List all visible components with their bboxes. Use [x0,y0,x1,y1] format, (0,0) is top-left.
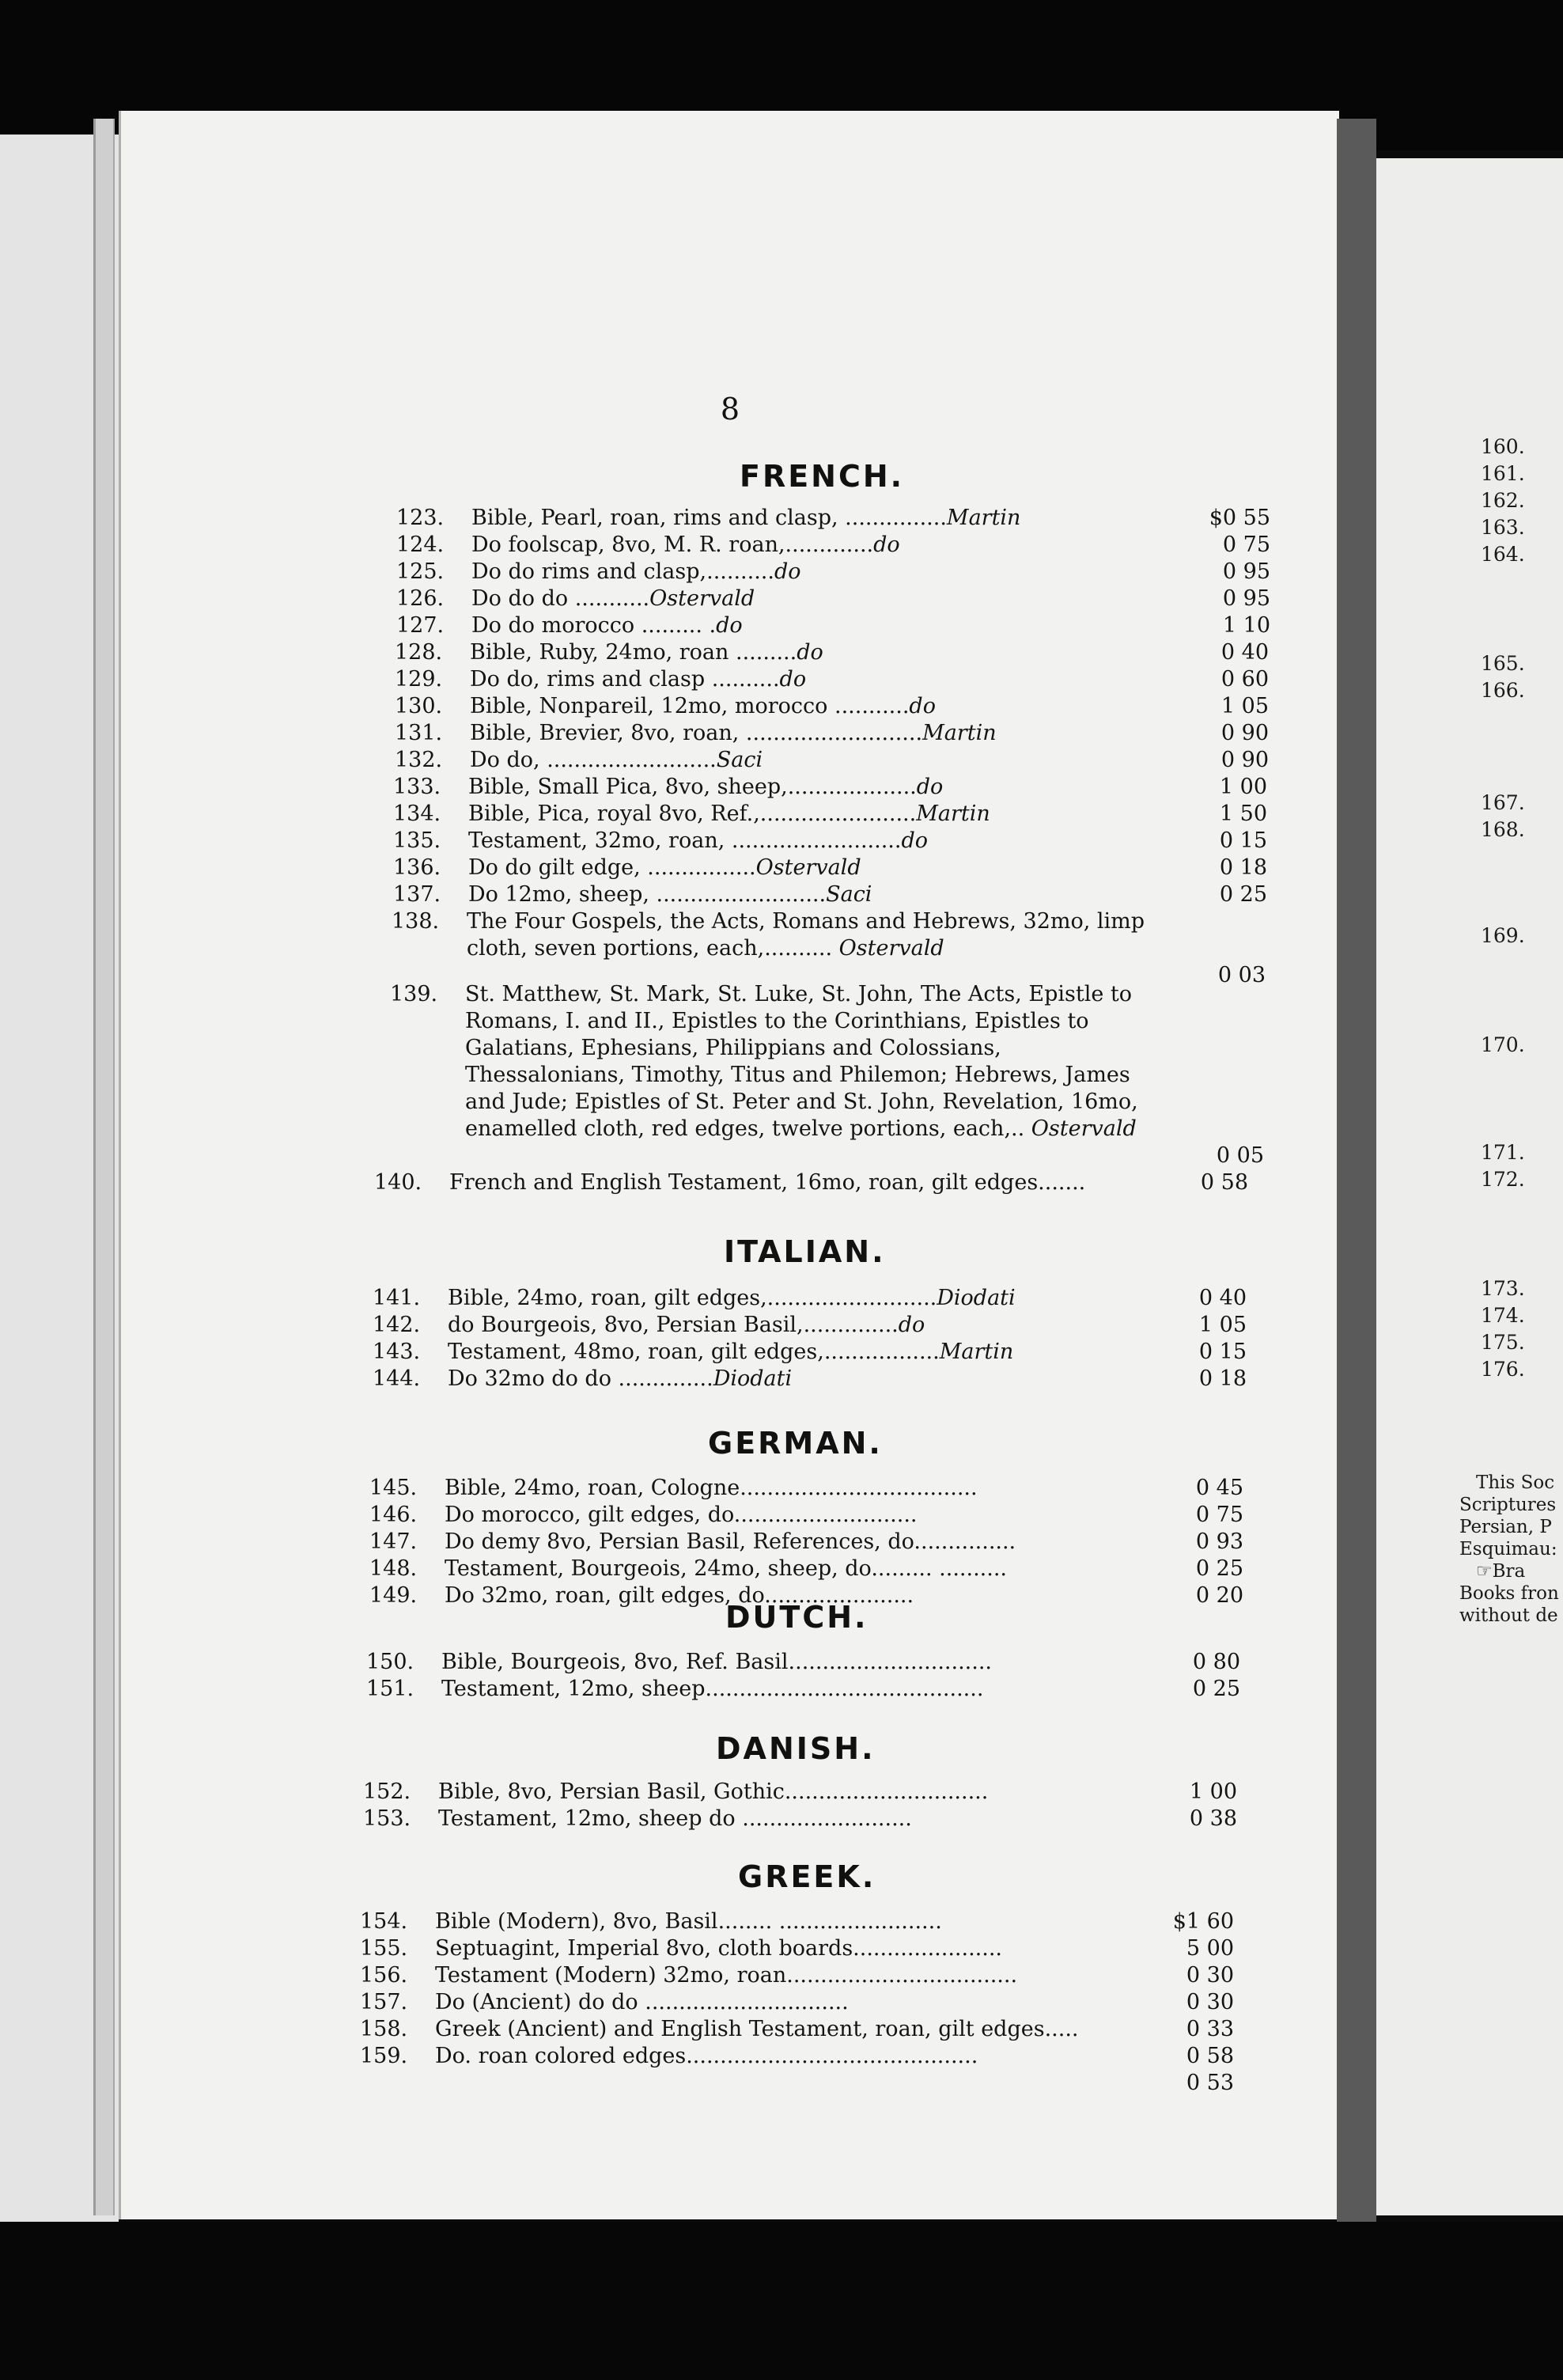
section-heading-italian: ITALIAN. [724,1234,886,1269]
facing-entry-number: 174. [1481,1304,1525,1327]
facing-entry-number: 170. [1481,1033,1525,1056]
page-content: 8 FRENCH. 123. Bible, Pearl, roan, rims and clasp, ...............Martin $0 55 124. Do foolscap, 8vo, M. R. roan,.............do 0 75 125. Do do rims and clasp,..........do 0 95 126. Do do do ...........Ostervald 0 95 127. Do do morocco ......... .do 1 10 128. Bible, Ruby, 24mo, roan .........do 0 40 129. Do do, rims and clasp ..........do 0 60 130. Bible, Nonpareil, 12mo, morocco ...........do 1 05 131. Bible, Brevier, 8vo, roan, ..........................Martin 0 90 132. Do do, .........................Saci 0 90 133. Bible, Small Pica, 8vo, sheep,...................do 1 00 134. Bible, Pica, royal 8vo, Ref.,.......................Martin 1 50 135. Testament, 32mo, roan, .........................do 0 15 136. Do do gilt edge, ................Ostervald 0 18 137. Do 12mo, sheep, .........................Saci 0 25 138. The Four Gospels, the Acts, Romans and Hebrews, 32mo, limp cloth, seven portions, each,.......... Ostervald 0 03 139. St. Matthew, St. Mark, St. Luke, St. John, The Acts, Epistle to Romans, I. and II., Epistles to the Corinthians, Epistles to Galatians, Ephesians, Philippians and Colossians, Thessalonians, Timothy, Titus and Philemon; Hebrews, James and Jude; Epistles of St. Peter and St. John, Revelation, 16mo, enamelled cloth, red edges, twelve portions, each,.. Ostervald 0 05 140. French and English Testament, 16mo, roan, gilt edges....... 0 58 ITALIAN. 141. Bible, 24mo, roan, gilt edges,.........................Diodati 0 40 142. do Bourgeois, 8vo, Persian Basil,..............do 1 05 143. Testament, 48mo, roan, gilt edges,.................Martin 0 15 144. Do 32mo do do ..............Diodati 0 18 GERMAN. 145. Bible, 24mo, roan, Cologne................................... 0 45 146. Do morocco, gilt edges, do........................... 0 75 147. Do demy 8vo, Persian Basil, References, do............... 0 93 148. Testament, Bourgeois, 24mo, sheep, do......... .......... 0 25 149. Do 32mo, roan, gilt edges, do...................... 0 20 DUTCH. 150. Bible, Bourgeois, 8vo, Ref. Basil.............................. 0 80 151. Testament, 12mo, sheep......................................... 0 25 DANISH. 152. Bible, 8vo, Persian Basil, Gothic.............................. 1 00 153. Testament, 12mo, sheep do ......................... 0 38 GREEK. 154. Bible (Modern), 8vo, Basil........ ........................ $1 60 155. Septuagint, Imperial 8vo, cloth boards...................... 5 00 156. Testament (Modern) 32mo, roan.................................. 0 30 157. Do (Ancient) do do .............................. 0 30 158. Greek (Ancient) and English Testament, roan, gilt edges..... 0 33 159. Do. roan colored edges........................................... 0 58 0 53 [121,111,1339,2219]
facing-entry-number: 173. [1481,1277,1525,1300]
facing-entry-number: 169. [1481,924,1525,947]
facing-note-line: Esquimau: [1459,1539,1557,1560]
facing-page [1376,158,1563,2215]
facing-entry-number: 160. [1481,435,1525,458]
facing-note-line: ☞Bra [1476,1561,1526,1582]
facing-entry-number: 175. [1481,1331,1525,1354]
page-number: 8 [720,392,740,426]
page-gutter-shadow [1337,119,1376,2223]
facing-note-line: This Soc [1476,1472,1555,1493]
section-heading-german: GERMAN. [708,1426,883,1461]
facing-note-line: Scriptures [1459,1495,1557,1515]
book-page-edges [93,119,115,2215]
facing-entry-number: 168. [1481,818,1525,841]
book-page [119,111,1339,2219]
section-heading-greek: GREEK. [738,1859,876,1894]
facing-entry-number: 163. [1481,516,1525,539]
scan-bottom-border [0,2222,1563,2380]
facing-note-line: Books fron [1459,1583,1559,1604]
facing-entry-number: 171. [1481,1141,1525,1164]
facing-entry-number: 172. [1481,1168,1525,1191]
facing-entry-number: 166. [1481,679,1525,702]
facing-entry-number: 164. [1481,543,1525,566]
facing-entry-number: 167. [1481,791,1525,814]
facing-entry-number: 162. [1481,489,1525,512]
section-heading-dutch: DUTCH. [725,1600,869,1635]
facing-entry-number: 176. [1481,1358,1525,1381]
facing-entry-number: 161. [1481,462,1525,485]
facing-note-line: without de [1459,1605,1558,1626]
facing-note-line: Persian, P [1459,1517,1552,1537]
facing-entry-number: 165. [1481,652,1525,675]
section-heading-danish: DANISH. [716,1731,876,1766]
section-heading-french: FRENCH. [740,459,905,494]
